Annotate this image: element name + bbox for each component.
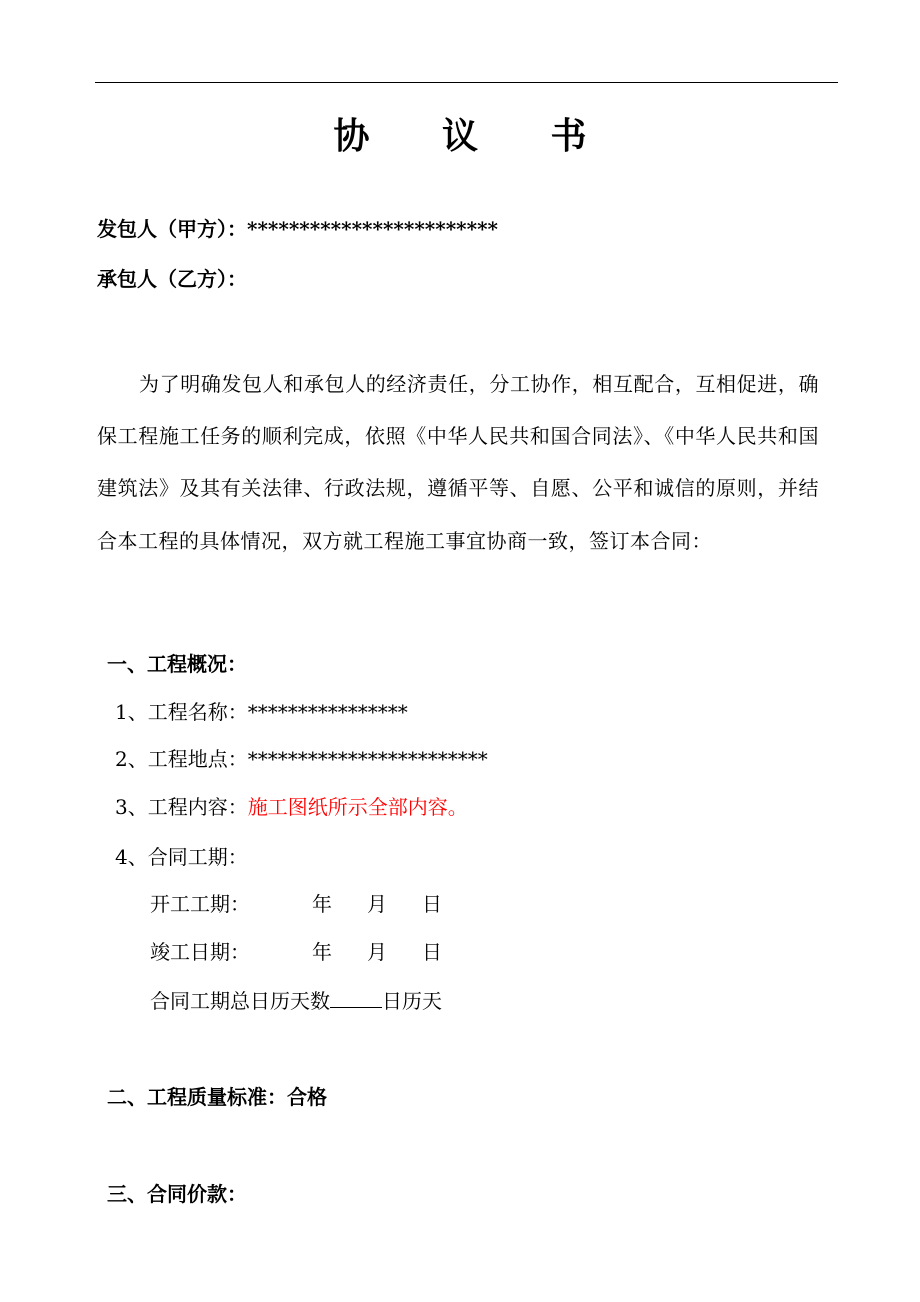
year-unit: 年 <box>312 940 332 964</box>
day-unit: 日 <box>422 940 442 964</box>
employer-value: ************************ <box>247 217 499 241</box>
employer-line <box>97 215 498 243</box>
project-name-item <box>115 698 408 726</box>
section-1-heading: 一、工程概况： <box>107 652 247 676</box>
contractor-line <box>97 265 247 293</box>
total-days-prefix: 合同工期总日历天数 <box>150 989 330 1013</box>
item-value: ************************ <box>247 747 488 771</box>
year-unit: 年 <box>312 892 332 916</box>
total-days-blank[interactable] <box>330 987 382 1008</box>
total-days-suffix: 日历天 <box>382 989 442 1013</box>
day-unit: 日 <box>422 892 442 916</box>
document-title: 协 议 书 <box>333 115 617 157</box>
end-date-label: 竣工日期： <box>150 940 250 964</box>
contract-period-item <box>115 843 248 871</box>
total-days-row <box>150 987 442 1015</box>
project-location-item <box>115 745 488 773</box>
end-date-row <box>150 938 442 966</box>
section-3-heading: 三、合同价款： <box>107 1182 247 1206</box>
employer-label: 发包人（甲方）： <box>97 217 247 241</box>
month-unit: 月 <box>367 940 387 964</box>
item-label: 3、工程内容： <box>115 795 248 819</box>
header-rule <box>95 82 838 83</box>
item-value-highlighted: 施工图纸所示全部内容。 <box>247 795 468 819</box>
contractor-label: 承包人（乙方）： <box>97 267 247 291</box>
item-label: 4、合同工期： <box>115 845 248 869</box>
project-content-item <box>115 793 468 821</box>
item-label: 2、工程地点： <box>115 747 248 771</box>
item-value: **************** <box>247 700 408 724</box>
start-date-label: 开工工期： <box>150 892 250 916</box>
intro-paragraph: 为了明确发包人和承包人的经济责任，分工协作，相互配合，互相促进，确保工程施工任务的顺利完成，依照《中华人民共和国合同法》、《中华人民共和国建筑法》及其有关法律、行政法规，遵循平等、自愿、公平和诚信的原则，并结合本工程的具体情况，双方就工程施工事宜协商一致，签订本合同： <box>97 372 819 553</box>
month-unit: 月 <box>367 892 387 916</box>
section-2-heading: 二、工程质量标准：合格 <box>107 1085 327 1109</box>
item-label: 1、工程名称： <box>115 700 248 724</box>
start-date-row <box>150 890 442 918</box>
